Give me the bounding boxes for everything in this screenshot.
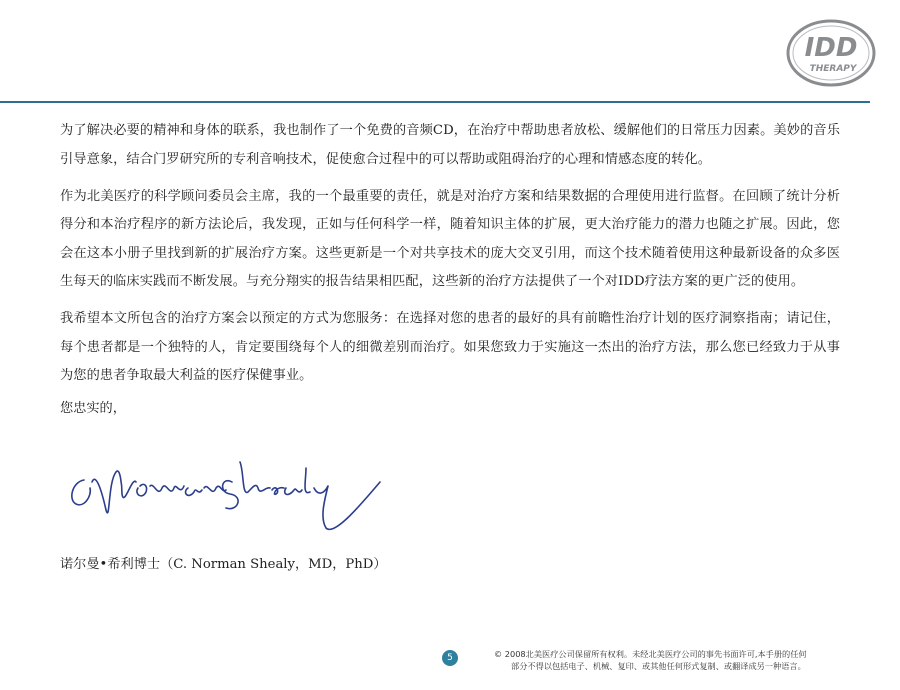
letter-body xyxy=(60,117,840,419)
copyright-footer xyxy=(494,648,886,672)
signatory-name: 诺尔曼•希利博士（C. Norman Shealy，MD，PhD） xyxy=(60,557,387,572)
header-rule xyxy=(0,101,870,103)
paragraph-2: 作为北美医疗的科学顾问委员会主席，我的一个最重要的责任，就是对治疗方案和结果数据的合理使用进行监督。在回顾了统计分析得分和本治疗程序的新方法论后，我发现，正如与任何科学一样，随着知识主体的扩展，更大治疗能力的潜力也随之扩展。因此，您会在这本小册子里找到新的扩展治疗方案。这些更新是一个对共享技术的庞大交叉引用，而这个技术随着使用这种最新设备的众多医生每天的临床实践而不断发展。与充分翔实的报告结果相匹配，这些新的治疗方法提供了一个对IDD疗法方案的更广泛的使用。 xyxy=(60,188,840,289)
logo-subtitle: THERAPY xyxy=(809,64,857,74)
page-number: 5 xyxy=(442,650,458,666)
paragraph-1: 为了解决必要的精神和身体的联系，我也制作了一个免费的音频CD，在治疗中帮助患者放松、缓解他们的日常压力因素。美妙的音乐引导意象，结合门罗研究所的专利音响技术，促使愈合过程中的可以帮助或阻碍治疗的心理和情感态度的转化。 xyxy=(60,123,840,167)
closing-salutation: 您忠实的， xyxy=(60,401,126,416)
idd-therapy-logo xyxy=(786,18,876,88)
copyright-line-2: 部分不得以包括电子、机械、复印、或其他任何形式复制、或翻译成另一种语言。 xyxy=(511,661,806,671)
handwritten-signature xyxy=(62,452,382,542)
logo-brand: IDD xyxy=(804,33,858,63)
copyright-line-1: © 2008北美医疗公司保留所有权利。未经北美医疗公司的事先书面许可,本手册的任何 xyxy=(494,649,807,659)
paragraph-3: 我希望本文所包含的治疗方案会以预定的方式为您服务：在选择对您的患者的最好的具有前瞻性治疗计划的医疗洞察指南；请记住，每个患者都是一个独特的人，肯定要围绕每个人的细微差别而治疗。如果您致力于实施这一杰出的治疗方法，那么您已经致力于从事为您的患者争取最大利益的医疗保健事业。 xyxy=(60,311,840,383)
